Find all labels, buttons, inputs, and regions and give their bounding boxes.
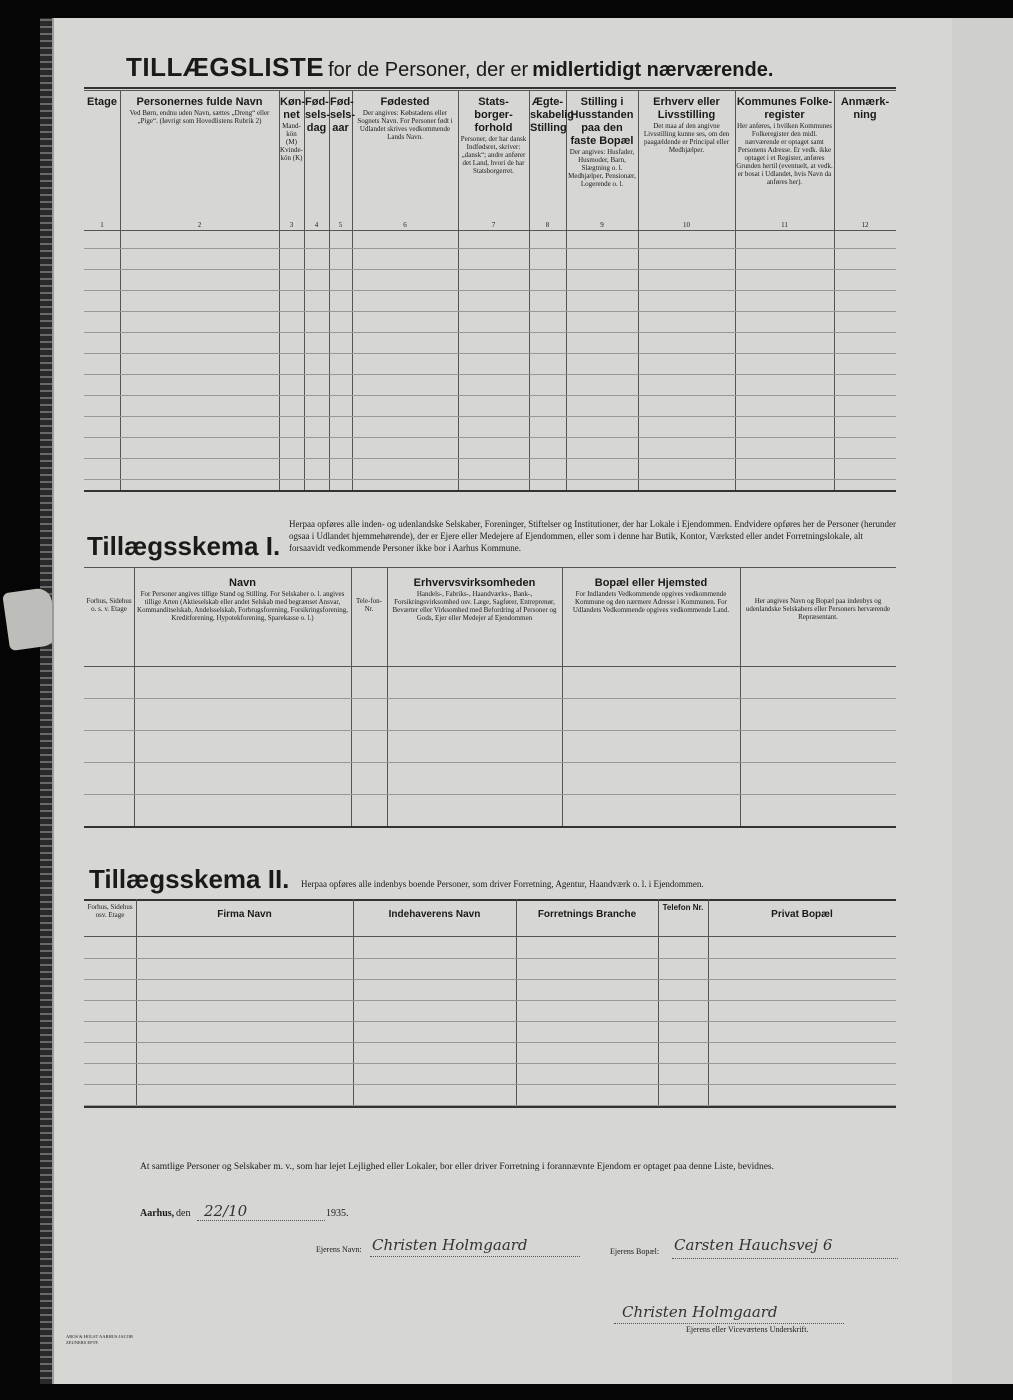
adjacent-page — [948, 18, 1013, 1384]
list-col-number: 4 — [314, 221, 319, 229]
owner-name-label: Ejerens Navn: — [316, 1245, 362, 1254]
list-col-11-note: Her anføres, i hvilken Kommunes Folkeregister den midl. nærværende er optaget samt Personens Adresse. Er vedk. ikke optaget i et Register, anføres Grunden hertil (eventuelt, at vedk. er bosat i Udlandet, hvis Navn da anføres her). — [736, 122, 833, 186]
list-col-number: 10 — [683, 221, 690, 229]
skema1-col-6 — [742, 597, 894, 666]
list-col-1 — [85, 96, 119, 218]
list-col-12 — [835, 96, 895, 218]
list-col-4 — [305, 96, 331, 218]
list-col-11 — [736, 96, 833, 218]
list-col-number: 1 — [100, 221, 104, 229]
signature-handwritten: Christen Holmgaard — [622, 1303, 778, 1321]
list-col-5-title: Fød-sels-aar — [330, 96, 356, 134]
list-col-9-title: Stilling i Husstanden paa den faste Bopæl — [570, 96, 634, 147]
list-col-6-note: Der angives: Købstadens eller Sognets Navn. For Personer født i Udlandet skrives vedkommende Lands Navn. — [357, 109, 453, 141]
list-col-number: 12 — [861, 221, 869, 229]
skema2-col-2: Firma Navn — [217, 909, 272, 920]
list-col-1-title: Etage — [87, 96, 117, 108]
list-col-number: 3 — [289, 221, 294, 229]
list-col-10-title: Erhverv eller Livsstilling — [653, 96, 720, 121]
list-col-2-title: Personernes fulde Navn — [136, 96, 263, 108]
list-col-3-title: Køn-net — [280, 96, 306, 121]
skema1-col-5-note: For Indlandets Vedkommende opgives vedkommende Kommune og den nærmere Adresse i Kommunen. For Udlandets Vedkommende opgives vedkommende Land. — [572, 590, 730, 614]
skema2-col-4: Forretnings Branche — [537, 909, 637, 920]
form-page — [52, 18, 952, 1384]
list-col-6-title: Fødested — [380, 96, 430, 108]
list-col-8-title: Ægte-skabelig Stilling — [530, 96, 575, 134]
year-label: 1935. — [326, 1208, 349, 1219]
list-col-3 — [280, 96, 306, 218]
list-col-9 — [567, 96, 637, 218]
form-title — [126, 52, 926, 83]
owner-name-handwritten: Christen Holmgaard — [372, 1236, 528, 1254]
skema1-col-6-note: Her angives Navn og Bopæl paa indenbys og udenlandske Selskabers eller Personers herværende Repræsentant. — [745, 597, 891, 621]
skema2-col-5: Telefon Nr. — [662, 903, 704, 912]
list-col-number: 7 — [491, 221, 496, 229]
list-col-4-title: Fød-sels-dag — [305, 96, 331, 134]
skema1-col-5-title: Bopæl eller Hjemsted — [594, 577, 708, 589]
skema2-col-1: Forhus, Sidehus osv. Etage — [87, 903, 133, 919]
skema2-col-3: Indehaverens Navn — [388, 909, 481, 920]
title-emphasis: midlertidigt nærværende. — [532, 59, 774, 81]
list-col-2 — [121, 96, 278, 218]
skema1-col-4-title: Erhvervsvirksomheden — [413, 577, 536, 589]
list-col-number: 2 — [197, 221, 202, 229]
skema1-col-2-note: For Personer angives tillige Stand og Stilling. For Selskaber o. l. angives tillige Arten (Aktieselskab eller andet Selskab med begrænset Ansvar, Kommanditselskab, Andelsselskab, Forbrugsforening, Forsikringsforening, Kreditforening, Hypotekforening, Sparekasse o. l.) — [137, 590, 348, 622]
page-tab — [2, 587, 58, 651]
list-col-number: 6 — [403, 221, 407, 229]
skema1-col-2 — [136, 577, 349, 666]
list-col-3-note: Mand-kön (M) Kvinde-kön (K) — [280, 122, 303, 162]
skema1-description: Herpaa opføres alle inden- og udenlandske Selskaber, Foreninger, Stiftelser og Institutioner, der har Lokale i Ejendommen. Endvidere opføres her de Personer (herunder ogsaa i Udlandet hjemmehørende), der er Ejere eller Medejere af Ejendommen, eller som i denne har Butik, Kontor, Værksted eller andet Forretningslokale, alt forsaavidt vedkommende Personer ikke bor i Aarhus Kommune. — [289, 519, 896, 553]
list-col-2-note: Ved Børn, endnu uden Navn, sættes „Dreng“ eller „Pige“. (Iøvrigt som Hovedlistens Rubrik 2) — [129, 109, 270, 125]
list-col-6 — [353, 96, 457, 218]
skema2-col-6: Privat Bopæl — [771, 909, 833, 920]
title-main: TILLÆGSLISTE — [126, 52, 325, 82]
footer-statement: At samtlige Personer og Selskaber m. v., som har lejet Lejlighed eller Lokaler, bor eller driver Forretning i forannævnte Ejendom er optaget paa denne Liste, bevidnes. — [140, 1162, 774, 1172]
place-label: Aarhus, — [140, 1208, 175, 1219]
list-col-11-title: Kommunes Folke-register — [736, 96, 833, 121]
skema2-heading: Tillægsskema II. — [89, 864, 290, 894]
skema1-col-4 — [389, 577, 560, 666]
skema1-heading: Tillægsskema I. — [87, 531, 281, 561]
list-col-7-title: Stats-borger-forhold — [474, 96, 513, 134]
skema1-col-2-title: Navn — [229, 577, 256, 589]
list-col-10-note: Det maa af den angivne Livsstilling kunne ses, om den paagældende er Principal eller Medhjælper. — [643, 122, 730, 154]
skema1-col-3 — [353, 597, 385, 666]
list-col-number: 5 — [338, 221, 343, 229]
skema2-description: Herpaa opføres alle indenbys boende Personer, som driver Forretning, Agentur, Haandværk o. l. i Ejendommen. — [301, 879, 704, 889]
skema1-col-1 — [86, 597, 132, 666]
owner-address-label: Ejerens Bopæl: — [610, 1247, 660, 1256]
skema1-col-4-note: Handels-, Fabriks-, Haandværks-, Bank-, Forsikringsvirksomhed osv. Læge, Sagfører, Entreprenør, Beværter eller Virksomhed med Befordring af Personer og Gods, Ejer eller Medejer af Ejendommen — [392, 590, 557, 622]
skema1-col-3-note: Tele-fon-Nr. — [356, 597, 382, 613]
list-col-7-note: Personer, der har dansk Indfødsret, skriver: „dansk“; andre anfører det Land, hvori de har Statsborgerret. — [460, 135, 527, 175]
date-handwritten: 22/10 — [204, 1202, 248, 1220]
printer-mark: AROS & HOLST AARHUS JACOB ZEUNERS EFTF. — [66, 1334, 133, 1345]
list-col-number: 8 — [545, 221, 550, 229]
owner-address-handwritten: Carsten Hauchsvej 6 — [674, 1236, 833, 1254]
list-col-12-title: Anmærk-ning — [840, 96, 890, 121]
list-col-number: 9 — [600, 221, 604, 229]
list-col-10 — [639, 96, 734, 218]
den-label: den — [176, 1208, 191, 1219]
signature-label: Ejerens eller Viceværtens Underskrift. — [686, 1325, 809, 1334]
skema1-col-1-note: Forhus, Sidehus o. s. v. Etage — [86, 597, 132, 613]
list-col-number: 11 — [781, 221, 788, 229]
list-col-8 — [530, 96, 575, 218]
title-rest: for de Personer, der er — [328, 59, 529, 81]
list-col-7 — [459, 96, 528, 218]
list-col-5 — [330, 96, 356, 218]
list-col-9-note: Der angives: Husfader, Husmoder, Barn, Slægtning o. l. Medhjælper, Pensionær, Logerende o. l. — [568, 148, 636, 188]
skema1-col-5 — [564, 577, 738, 666]
